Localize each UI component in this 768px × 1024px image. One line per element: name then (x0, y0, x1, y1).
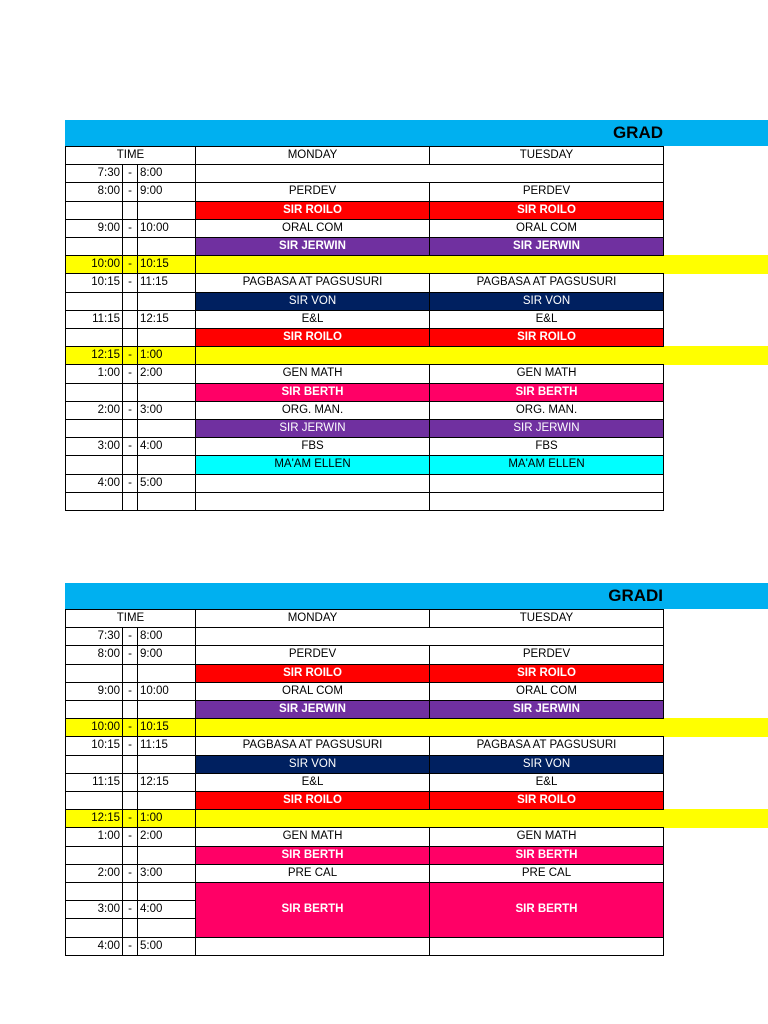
time-sep-cell (122, 328, 138, 347)
time-end-cell: 10:15 (137, 718, 196, 737)
tuesday-teacher-cell: SIR BERTH (429, 383, 664, 402)
time-sep-cell: - (122, 273, 138, 293)
monday-subject-cell: PERDEV (195, 645, 430, 665)
tuesday-cell (429, 937, 664, 956)
monday-cell (195, 937, 430, 956)
tuesday-subject-cell: PRE CAL (429, 864, 664, 883)
time-sep-cell (122, 237, 138, 256)
time-start-cell (65, 201, 123, 220)
time-end-cell (137, 846, 196, 865)
monday-cell (195, 474, 430, 493)
time-sep-cell: - (122, 346, 138, 365)
time-start-cell: 7:30 (65, 164, 123, 183)
time-end-cell (137, 882, 196, 901)
time-start-cell: 4:00 (65, 937, 123, 956)
monday-subject-cell: PAGBASA AT PAGSUSURI (195, 736, 430, 756)
monday-cell (195, 492, 430, 511)
schedule-row (0, 419, 768, 438)
time-start-cell: 8:00 (65, 645, 123, 665)
time-start-cell (65, 492, 123, 511)
tuesday-teacher-cell: SIR JERWIN (429, 700, 664, 719)
time-start-cell: 11:15 (65, 773, 123, 792)
time-sep-cell: - (122, 255, 138, 274)
schedule-row (0, 755, 768, 774)
schedule-row (0, 474, 768, 493)
time-sep-cell (122, 455, 138, 475)
class-schedule-1 (0, 120, 768, 520)
monday-teacher-cell: SIR ROILO (195, 664, 430, 683)
tuesday-teacher-cell: SIR ROILO (429, 201, 664, 220)
time-end-cell: 1:00 (137, 809, 196, 828)
time-header: TIME (65, 146, 196, 165)
time-end-cell: 8:00 (137, 164, 196, 183)
time-start-cell: 4:00 (65, 474, 123, 493)
time-sep-cell: - (122, 401, 138, 420)
monday-subject-cell: PRE CAL (195, 864, 430, 883)
time-start-cell: 9:00 (65, 682, 123, 701)
schedule-row (0, 718, 768, 737)
time-sep-cell (122, 773, 138, 792)
time-sep-cell (122, 419, 138, 438)
blank-day-cell (195, 627, 664, 646)
time-sep-cell: - (122, 645, 138, 665)
tuesday-teacher-cell: SIR BERTH (429, 846, 664, 865)
tuesday-subject-cell: PAGBASA AT PAGSUSURI (429, 736, 664, 756)
time-end-cell (137, 419, 196, 438)
time-sep-cell (122, 700, 138, 719)
time-sep-cell: - (122, 364, 138, 384)
time-start-cell: 8:00 (65, 182, 123, 202)
schedule-title: GRADI (608, 586, 663, 605)
schedule-row (0, 273, 768, 293)
tuesday-subject-cell: ORAL COM (429, 682, 664, 701)
time-end-cell: 9:00 (137, 182, 196, 202)
tuesday-subject-cell: PERDEV (429, 182, 664, 202)
tuesday-teacher-cell: SIR JERWIN (429, 419, 664, 438)
monday-subject-cell: E&L (195, 310, 430, 329)
time-end-cell: 3:00 (137, 401, 196, 420)
time-start-cell (65, 755, 123, 774)
time-end-cell (137, 237, 196, 256)
schedule-row (0, 346, 768, 365)
time-start-cell (65, 292, 123, 311)
schedule-row (0, 255, 768, 274)
monday-header: MONDAY (195, 146, 430, 165)
time-end-cell (137, 791, 196, 810)
time-end-cell: 12:15 (137, 773, 196, 792)
time-sep-cell (122, 492, 138, 511)
tuesday-subject-cell: E&L (429, 773, 664, 792)
time-sep-cell (122, 310, 138, 329)
time-end-cell (137, 700, 196, 719)
break-cell (195, 255, 664, 274)
schedule-row (0, 846, 768, 865)
schedule-row (0, 791, 768, 810)
schedule-row (0, 164, 768, 183)
title-bar (65, 120, 768, 146)
time-start-cell (65, 328, 123, 347)
header-row (0, 609, 768, 628)
monday-teacher-cell: SIR ROILO (195, 201, 430, 220)
monday-subject-cell: PERDEV (195, 182, 430, 202)
title-bar (65, 583, 768, 609)
break-cell (195, 809, 664, 828)
break-fill-extension (664, 718, 768, 737)
time-end-cell (137, 455, 196, 475)
time-start-cell (65, 791, 123, 810)
class-schedule-2 (0, 583, 768, 983)
time-start-cell (65, 918, 123, 938)
monday-subject-cell: E&L (195, 773, 430, 792)
time-end-cell (137, 292, 196, 311)
time-start-cell: 1:00 (65, 364, 123, 384)
blank-day-cell (195, 164, 664, 183)
time-end-cell: 10:15 (137, 255, 196, 274)
time-start-cell: 12:15 (65, 809, 123, 828)
tuesday-subject-cell: E&L (429, 310, 664, 329)
schedule-row (0, 664, 768, 683)
time-end-cell (137, 492, 196, 511)
time-end-cell: 10:00 (137, 682, 196, 701)
break-fill-extension (664, 346, 768, 365)
monday-header: MONDAY (195, 609, 430, 628)
time-sep-cell: - (122, 827, 138, 847)
tuesday-header: TUESDAY (429, 609, 664, 628)
time-sep-cell: - (122, 736, 138, 756)
schedule-row (0, 809, 768, 828)
schedule-row (0, 292, 768, 311)
schedule-row (0, 682, 768, 701)
time-end-cell: 9:00 (137, 645, 196, 665)
time-start-cell: 12:15 (65, 346, 123, 365)
time-start-cell (65, 882, 123, 901)
schedule-row (0, 937, 768, 956)
time-sep-cell (122, 882, 138, 901)
monday-teacher-cell: SIR BERTH (195, 846, 430, 865)
schedule-row (0, 900, 768, 919)
time-start-cell (65, 455, 123, 475)
time-end-cell (137, 328, 196, 347)
time-sep-cell: - (122, 864, 138, 883)
tuesday-teacher-cell: SIR ROILO (429, 791, 664, 810)
tuesday-teacher-cell: SIR VON (429, 755, 664, 774)
tuesday-subject-cell: PAGBASA AT PAGSUSURI (429, 273, 664, 293)
monday-teacher-cell: MA'AM ELLEN (195, 455, 430, 475)
time-start-cell (65, 846, 123, 865)
monday-subject-cell: GEN MATH (195, 364, 430, 384)
break-cell (195, 346, 664, 365)
time-start-cell (65, 383, 123, 402)
monday-subject-cell: ORAL COM (195, 682, 430, 701)
time-end-cell (137, 383, 196, 402)
time-end-cell: 2:00 (137, 364, 196, 384)
time-sep-cell (122, 846, 138, 865)
header-row (0, 146, 768, 165)
schedule-row (0, 736, 768, 756)
time-start-cell: 2:00 (65, 401, 123, 420)
monday-subject-cell: ORG. MAN. (195, 401, 430, 420)
time-end-cell: 11:15 (137, 273, 196, 293)
schedule-row (0, 310, 768, 329)
schedule-row (0, 201, 768, 220)
time-end-cell: 12:15 (137, 310, 196, 329)
time-end-cell: 5:00 (137, 937, 196, 956)
schedule-row (0, 627, 768, 646)
schedule-row (0, 700, 768, 719)
time-sep-cell (122, 918, 138, 938)
tuesday-teacher-cell: SIR BERTH (429, 882, 664, 938)
time-sep-cell: - (122, 219, 138, 238)
tuesday-teacher-cell: SIR JERWIN (429, 237, 664, 256)
time-end-cell: 11:15 (137, 736, 196, 756)
schedule-row (0, 645, 768, 665)
time-end-cell (137, 755, 196, 774)
schedule-row (0, 237, 768, 256)
monday-subject-cell: ORAL COM (195, 219, 430, 238)
tuesday-teacher-cell: SIR VON (429, 292, 664, 311)
time-sep-cell (122, 791, 138, 810)
tuesday-subject-cell: ORG. MAN. (429, 401, 664, 420)
time-start-cell: 2:00 (65, 864, 123, 883)
time-sep-cell (122, 292, 138, 311)
time-sep-cell: - (122, 474, 138, 493)
time-sep-cell (122, 664, 138, 683)
monday-teacher-cell: SIR ROILO (195, 328, 430, 347)
tuesday-subject-cell: PERDEV (429, 645, 664, 665)
monday-teacher-cell: SIR BERTH (195, 383, 430, 402)
time-start-cell: 11:15 (65, 310, 123, 329)
time-sep-cell (122, 383, 138, 402)
time-end-cell: 10:00 (137, 219, 196, 238)
tuesday-subject-cell: FBS (429, 437, 664, 456)
time-sep-cell: - (122, 682, 138, 701)
time-sep-cell (122, 201, 138, 220)
time-sep-cell: - (122, 718, 138, 737)
monday-teacher-cell: SIR JERWIN (195, 237, 430, 256)
time-start-cell: 10:00 (65, 255, 123, 274)
time-sep-cell: - (122, 437, 138, 456)
break-cell (195, 718, 664, 737)
schedule-row (0, 383, 768, 402)
schedule-title: GRAD (612, 123, 663, 142)
schedule-row (0, 328, 768, 347)
time-start-cell: 9:00 (65, 219, 123, 238)
monday-teacher-cell: SIR JERWIN (195, 700, 430, 719)
time-end-cell: 1:00 (137, 346, 196, 365)
time-start-cell (65, 419, 123, 438)
time-sep-cell: - (122, 809, 138, 828)
time-start-cell: 1:00 (65, 827, 123, 847)
schedule-row (0, 219, 768, 238)
time-start-cell: 3:00 (65, 900, 123, 919)
tuesday-header: TUESDAY (429, 146, 664, 165)
time-start-cell: 7:30 (65, 627, 123, 646)
monday-subject-cell: GEN MATH (195, 827, 430, 847)
time-start-cell: 10:15 (65, 736, 123, 756)
tuesday-subject-cell: GEN MATH (429, 827, 664, 847)
time-end-cell (137, 201, 196, 220)
monday-teacher-cell: SIR JERWIN (195, 419, 430, 438)
schedule-row (0, 364, 768, 384)
time-sep-cell: - (122, 900, 138, 919)
monday-subject-cell: FBS (195, 437, 430, 456)
schedule-row (0, 455, 768, 475)
time-sep-cell: - (122, 937, 138, 956)
tuesday-teacher-cell: MA'AM ELLEN (429, 455, 664, 475)
time-end-cell: 4:00 (137, 900, 196, 919)
time-end-cell: 5:00 (137, 474, 196, 493)
time-sep-cell: - (122, 182, 138, 202)
schedule-row (0, 864, 768, 883)
tuesday-teacher-cell: SIR ROILO (429, 664, 664, 683)
time-sep-cell (122, 755, 138, 774)
time-sep-cell: - (122, 627, 138, 646)
time-start-cell (65, 700, 123, 719)
tuesday-cell (429, 492, 664, 511)
schedule-row (0, 918, 768, 938)
time-end-cell: 8:00 (137, 627, 196, 646)
monday-teacher-cell: SIR ROILO (195, 791, 430, 810)
time-end-cell (137, 918, 196, 938)
time-header: TIME (65, 609, 196, 628)
monday-teacher-cell: SIR VON (195, 292, 430, 311)
monday-teacher-cell: SIR BERTH (195, 882, 430, 938)
schedule-row (0, 827, 768, 847)
time-end-cell: 2:00 (137, 827, 196, 847)
schedule-row (0, 437, 768, 456)
time-end-cell: 4:00 (137, 437, 196, 456)
break-fill-extension (664, 809, 768, 828)
tuesday-cell (429, 474, 664, 493)
time-sep-cell: - (122, 164, 138, 183)
time-start-cell (65, 237, 123, 256)
time-start-cell: 10:00 (65, 718, 123, 737)
tuesday-subject-cell: ORAL COM (429, 219, 664, 238)
tuesday-teacher-cell: SIR ROILO (429, 328, 664, 347)
monday-teacher-cell: SIR VON (195, 755, 430, 774)
schedule-row (0, 182, 768, 202)
schedule-row (0, 492, 768, 511)
schedule-row (0, 773, 768, 792)
time-start-cell: 3:00 (65, 437, 123, 456)
time-end-cell (137, 664, 196, 683)
break-fill-extension (664, 255, 768, 274)
tuesday-subject-cell: GEN MATH (429, 364, 664, 384)
time-start-cell: 10:15 (65, 273, 123, 293)
monday-subject-cell: PAGBASA AT PAGSUSURI (195, 273, 430, 293)
schedule-row (0, 401, 768, 420)
time-start-cell (65, 664, 123, 683)
time-end-cell: 3:00 (137, 864, 196, 883)
